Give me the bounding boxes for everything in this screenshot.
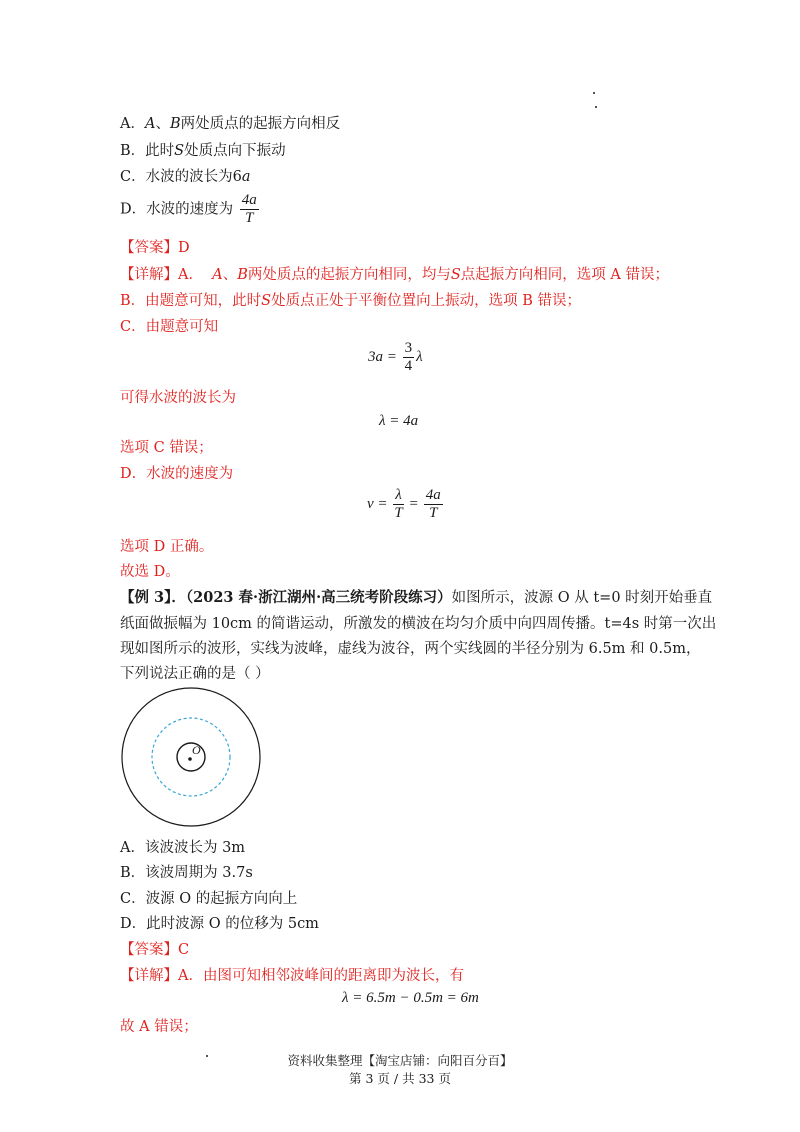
trough-dashed-circle <box>152 718 230 796</box>
detail-1-b: B．由题意可知，此时S处质点正处于平衡位置向上振动，选项 B 错误； <box>120 293 581 309</box>
example-3-option-d: D．此时波源 O 的位移为 5cm <box>120 916 319 932</box>
example-3-line3: 现如图所示的波形，实线为波峰，虚线为波谷，两个实线圆的半径分别为 6.5m 和 0.5m， <box>120 641 701 657</box>
stray-dot <box>595 106 597 108</box>
stray-dot <box>593 92 595 94</box>
example-3-option-c: C．波源 O 的起振方向向上 <box>120 891 298 907</box>
option-d-prev: D．水波的速度为 $\frac{4a}{T}$ <box>120 192 257 226</box>
detail-1-a: 【详解】A． A、B两处质点的起振方向相同，均与S点起振方向相同，选项 A 错误； <box>120 267 669 283</box>
example-3-option-b: B．该波周期为 3.7s <box>120 865 253 881</box>
equation-2: λ = 4a <box>379 413 419 429</box>
equation-1: 3a = $\frac{3}{4}$ λ <box>368 340 423 374</box>
footer-source: 资料收集整理【淘宝店铺：向阳百分百】 <box>287 1053 513 1068</box>
choose-1: 故选 D。 <box>120 564 180 580</box>
detail-1-d: D．水波的速度为 <box>120 466 234 482</box>
option-b-prev: B．此时S处质点向下振动 <box>120 143 286 159</box>
source-label: O <box>192 743 201 757</box>
answer-2: 【答案】C <box>120 942 190 958</box>
inner-crest-circle <box>177 743 205 771</box>
outer-crest-circle <box>122 688 260 826</box>
example-3-line2: 纸面做振幅为 10cm 的简谐运动，所激发的横波在均匀介质中向四周传播。t=4s 时第一次出 <box>120 616 717 632</box>
detail-2: 【详解】A．由图可知相邻波峰间的距离即为波长，有 <box>120 968 464 984</box>
footer-page-number: 第 3 页 / 共 33 页 <box>349 1071 451 1086</box>
option-a-prev: A．A、B两处质点的起振方向相反 <box>120 116 341 132</box>
detail-1-c: C．由题意可知 <box>120 319 219 335</box>
equation-3: v = $\frac{\lambda}{T}$ = $\frac{4a}{T}$ <box>367 487 441 521</box>
option-c-prev: C．水波的波长为6a <box>120 169 251 185</box>
example-3-line4: 下列说法正确的是（ ） <box>120 666 270 682</box>
wave-figure <box>120 686 262 828</box>
example-3-option-a: A．该波波长为 3m <box>120 840 246 856</box>
a-wrong: 故 A 错误； <box>120 1019 198 1035</box>
c-wrong: 选项 C 错误； <box>120 440 213 456</box>
example-3-line1: 【例 3】．（2023 春·浙江湖州·高三统考阶段练习）如图所示，波源 O 从 t=0 时刻开始垂直 <box>120 589 713 606</box>
source-point <box>188 757 192 761</box>
answer-1: 【答案】D <box>120 240 190 256</box>
equation-4: λ = 6.5m − 0.5m = 6m <box>342 990 479 1006</box>
wavelength-text: 可得水波的波长为 <box>120 390 236 406</box>
d-correct: 选项 D 正确。 <box>120 539 214 555</box>
